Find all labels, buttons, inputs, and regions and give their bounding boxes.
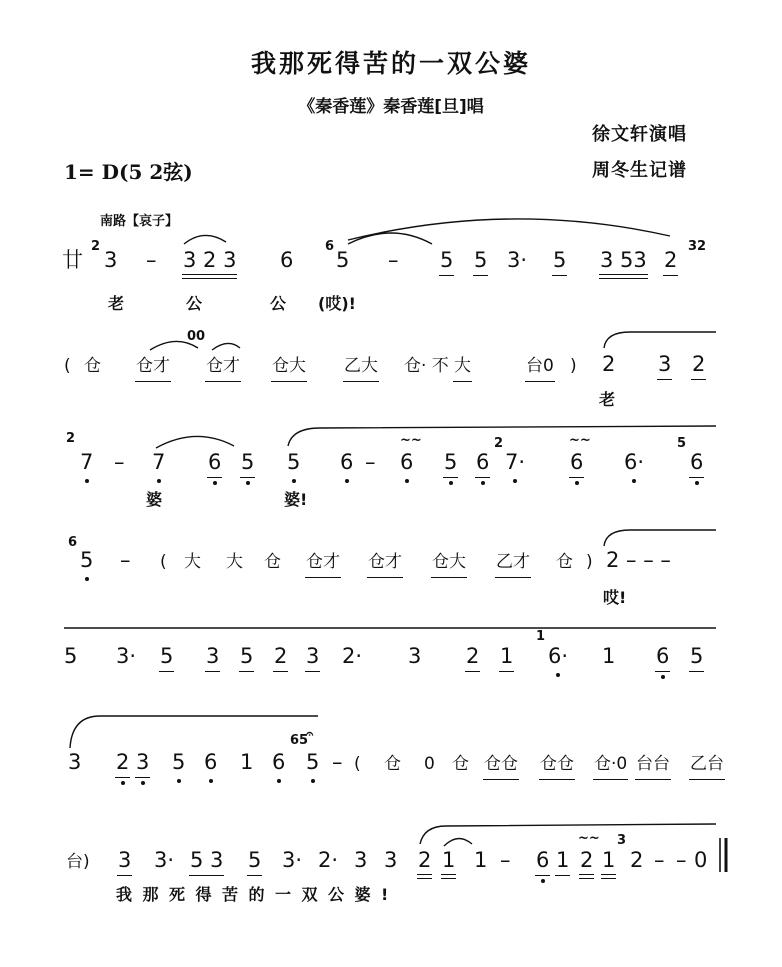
note: 6 xyxy=(340,450,354,474)
percussion-syllable: 仓 xyxy=(556,552,573,572)
percussion-syllable: 仓 xyxy=(384,754,401,774)
grace-note: 6 xyxy=(325,239,335,254)
note: 5 xyxy=(336,248,350,272)
percussion-syllable: 仓大 xyxy=(272,356,306,376)
percussion-syllable: 0 xyxy=(424,754,435,774)
percussion-syllable: 乙大 xyxy=(344,356,378,376)
dash: – xyxy=(114,450,125,474)
note: 1 xyxy=(500,644,514,668)
note: 5 xyxy=(553,248,567,272)
percussion-syllable: 仓仓 xyxy=(540,754,574,774)
note: 2 xyxy=(274,644,288,668)
lyric: 老 xyxy=(599,390,616,409)
note-group: 3 2 3 xyxy=(183,248,237,272)
percussion-syllable: 仓 xyxy=(84,356,101,376)
phrase-slur xyxy=(348,219,670,240)
note: 3 xyxy=(68,750,82,774)
note: 2 xyxy=(692,352,706,376)
slur xyxy=(348,233,432,244)
grace-note: 1 xyxy=(536,629,546,644)
slur xyxy=(184,235,226,244)
trill-mark: ~~ xyxy=(578,831,600,846)
section-marker: 南路【哀子】 xyxy=(100,214,179,229)
free-meter-sign: 廿 xyxy=(62,248,83,272)
percussion-syllable: 大 xyxy=(226,552,243,572)
note: 6· xyxy=(624,450,645,474)
note: 5 xyxy=(240,644,254,668)
note: 5 xyxy=(80,548,94,572)
fermata: 𝄐 xyxy=(306,727,314,742)
note: 3 xyxy=(354,848,368,872)
grace-note: 6 xyxy=(68,535,78,550)
note: 6 xyxy=(690,450,704,474)
paren-close: ) xyxy=(570,356,577,376)
grace-note: 3 xyxy=(617,833,627,848)
lyric: 公 xyxy=(186,294,203,313)
note: 6 xyxy=(280,248,294,272)
lyric: 婆 xyxy=(146,490,163,509)
note: 5 xyxy=(474,248,488,272)
note: 5 xyxy=(306,750,320,774)
grace-note: 00 xyxy=(187,329,206,344)
note: 6 xyxy=(208,450,222,474)
note: 6 xyxy=(204,750,218,774)
grace-note: 5 xyxy=(677,436,687,451)
phrase-slur xyxy=(70,716,318,748)
note: 3· xyxy=(154,848,175,872)
lyric: 哎! xyxy=(603,588,627,607)
percussion-syllable: 大 xyxy=(454,356,471,376)
dash: – xyxy=(388,248,399,272)
lyric-line: 我那死得苦的一双公婆! xyxy=(116,885,399,904)
dash: – xyxy=(146,248,157,272)
percussion-syllable: 仓才 xyxy=(206,356,240,376)
note: 6· xyxy=(548,644,569,668)
note: 2 xyxy=(466,644,480,668)
note: 3 xyxy=(104,248,118,272)
note: 2· xyxy=(318,848,339,872)
slur xyxy=(150,341,198,350)
percussion-syllable: 仓· 不 xyxy=(404,356,449,376)
grace-note: 2 xyxy=(91,239,101,254)
note: 3· xyxy=(507,248,528,272)
percussion-syllable: 仓才 xyxy=(136,356,170,376)
note: 7· xyxy=(505,450,526,474)
note-group: 3 53 xyxy=(600,248,647,272)
percussion-syllable: 大 xyxy=(184,552,201,572)
note: 5 xyxy=(248,848,262,872)
note: 5 xyxy=(64,644,78,668)
lyric: 婆! xyxy=(284,490,308,509)
note: 5 xyxy=(160,644,174,668)
note: 2 xyxy=(630,848,644,872)
slur xyxy=(212,343,240,350)
lyric: 老 xyxy=(108,294,125,313)
grace-note: 65 xyxy=(290,733,309,748)
slur xyxy=(156,436,234,448)
note: 3 xyxy=(658,352,672,376)
percussion-syllable: 仓 xyxy=(264,552,281,572)
note: 3 xyxy=(408,644,422,668)
percussion-syllable: 仓 xyxy=(452,754,469,774)
note: 3 xyxy=(118,848,132,872)
note: 6 xyxy=(400,450,414,474)
percussion-syllable: 台) xyxy=(66,852,90,872)
percussion-syllable: 仓·0 xyxy=(594,754,628,774)
grace-note: 32 xyxy=(688,239,707,254)
note: 1 xyxy=(240,750,254,774)
percussion-syllable: 乙才 xyxy=(496,552,530,572)
grace-note: 2 xyxy=(494,436,504,451)
percussion-syllable: 仓才 xyxy=(368,552,402,572)
lyric: 公 xyxy=(270,294,287,313)
note: 6 xyxy=(476,450,490,474)
dash: – xyxy=(365,450,376,474)
note: 6 xyxy=(570,450,584,474)
dash: – xyxy=(500,848,511,872)
rest: 0 xyxy=(694,848,708,872)
note: 5 xyxy=(172,750,186,774)
lyric: (哎)! xyxy=(318,294,356,313)
percussion-syllable: 仓大 xyxy=(432,552,466,572)
dash: – xyxy=(120,548,131,572)
notation-credit: 周冬生记谱 xyxy=(592,160,687,181)
note: 2 xyxy=(580,848,594,872)
note: 6 xyxy=(656,644,670,668)
note: 3 xyxy=(136,750,150,774)
song-title: 我那死得苦的一双公婆 xyxy=(250,49,531,78)
opera-subtitle: 《秦香莲》秦香莲[旦]唱 xyxy=(298,97,484,117)
note: 2· xyxy=(342,644,363,668)
note: 7 xyxy=(80,450,94,474)
dash: – xyxy=(332,750,343,774)
slur xyxy=(444,838,472,846)
percussion-syllable: 乙台 xyxy=(690,754,724,774)
percussion-syllable: 仓才 xyxy=(306,552,340,572)
note: 1 xyxy=(556,848,570,872)
note-group: 5 3 xyxy=(190,848,224,872)
paren-close: ) xyxy=(586,552,593,572)
paren-open: ( xyxy=(354,754,361,774)
note: 3· xyxy=(282,848,303,872)
dash: – xyxy=(676,848,687,872)
paren-open: ( xyxy=(64,356,71,376)
note: 1 xyxy=(602,644,616,668)
note: 5 xyxy=(444,450,458,474)
grace-note: 2 xyxy=(66,431,76,446)
note: 5 xyxy=(241,450,255,474)
trill-mark: ~~ xyxy=(400,433,422,448)
phrase-slur xyxy=(288,426,716,446)
note-with-dashes: 2 – – – xyxy=(606,548,671,572)
dash: – xyxy=(654,848,665,872)
note: 7 xyxy=(152,450,166,474)
note: 1 xyxy=(442,848,456,872)
performer-credit: 徐文轩演唱 xyxy=(592,124,687,145)
note: 1 xyxy=(602,848,616,872)
note: 6 xyxy=(272,750,286,774)
phrase-slur xyxy=(604,530,716,546)
percussion-syllable: 台台 xyxy=(636,754,670,774)
paren-open: ( xyxy=(160,552,167,572)
phrase-slur xyxy=(420,824,716,844)
note: 2 xyxy=(664,248,678,272)
note: 2 xyxy=(418,848,432,872)
note: 2 xyxy=(116,750,130,774)
note: 3 xyxy=(206,644,220,668)
note: 3 xyxy=(306,644,320,668)
trill-mark: ~~ xyxy=(569,433,591,448)
note: 5 xyxy=(287,450,301,474)
note: 5 xyxy=(440,248,454,272)
percussion-syllable: 仓仓 xyxy=(484,754,518,774)
note: 1 xyxy=(474,848,488,872)
note: 3· xyxy=(116,644,137,668)
note: 5 xyxy=(690,644,704,668)
note: 6 xyxy=(536,848,550,872)
phrase-slur xyxy=(604,332,716,348)
note: 3 xyxy=(384,848,398,872)
percussion-syllable: 台0 xyxy=(526,356,554,376)
note: 2 xyxy=(602,352,616,376)
key-signature: 1= D(5 2弦) xyxy=(64,160,193,184)
